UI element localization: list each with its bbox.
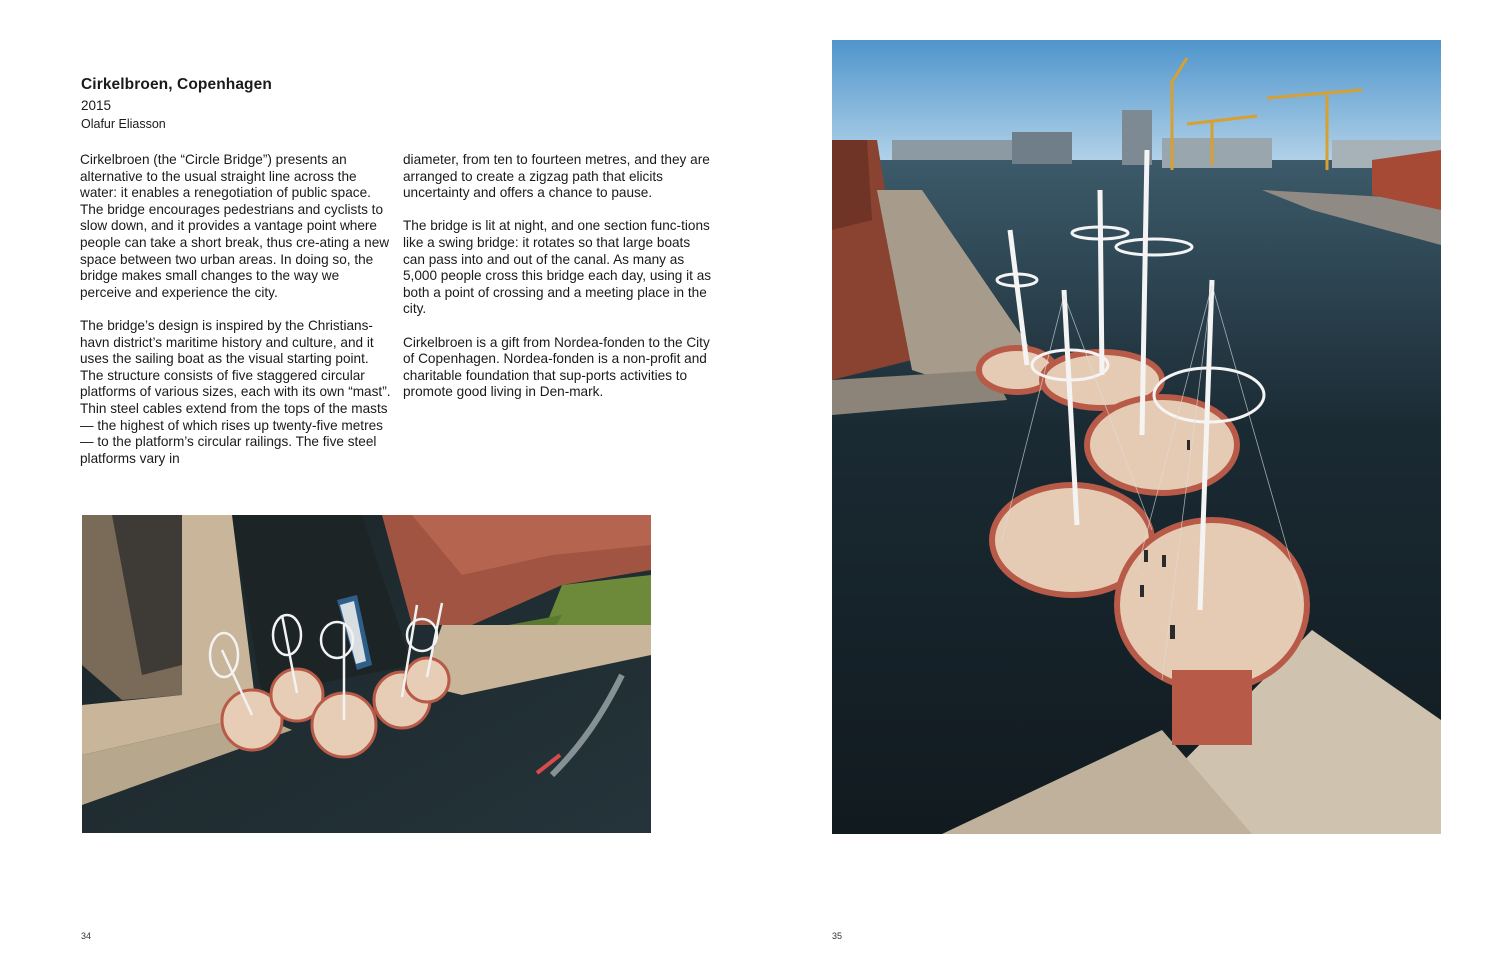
year: 2015 — [81, 98, 112, 113]
right-page — [750, 0, 1500, 978]
page-number: 34 — [81, 931, 92, 941]
page-title: Cirkelbroen, Copenhagen — [81, 76, 272, 93]
paragraph: The bridge’s design is inspired by the Christians-havn district’s maritime history and culture, and it uses the sailing boat as the visual starting point. The structure consists of five staggered circular platforms of various sizes, each with its own “mast”. Thin steel cables extend from the tops of the masts — the highest of which rises up twenty-five metres — to the platform’s circular railings. The five steel platforms vary in — [80, 317, 391, 466]
author: Olafur Eliasson — [81, 117, 166, 131]
text-column-1 — [80, 152, 392, 484]
text-column-2 — [403, 152, 715, 418]
paragraph: Cirkelbroen (the “Circle Bridge”) presents an alternative to the usual straight line across the water: it enables a renegotiation of public space. The bridge encourages pedestrians and cyclists to slow down, and it provides a vantage point where people can take a short break, thus cre-ating a new space between two urban areas. In doing so, the bridge makes small changes to the way we perceive and experience the city. — [80, 152, 390, 300]
aerial-bridge-photo — [82, 515, 651, 833]
page-number: 35 — [832, 931, 843, 941]
paragraph: The bridge is lit at night, and one section func-tions like a swing bridge: it rotates so that large boats can pass into and out of the canal. As many as 5,000 people cross this bridge each day, using it as both a point of crossing and a meeting place in the city. — [403, 218, 712, 317]
paragraph: diameter, from ten to fourteen metres, and they are arranged to create a zigzag path that elicits uncertainty and offers a chance to pause. — [403, 152, 710, 201]
bridge-photo — [832, 40, 1441, 834]
title-block — [81, 75, 481, 133]
paragraph: Cirkelbroen is a gift from Nordea-fonden to the City of Copenhagen. Nordea-fonden is a non-profit and charitable foundation that sup-ports activities to promote good living in Den-mark. — [403, 334, 710, 400]
